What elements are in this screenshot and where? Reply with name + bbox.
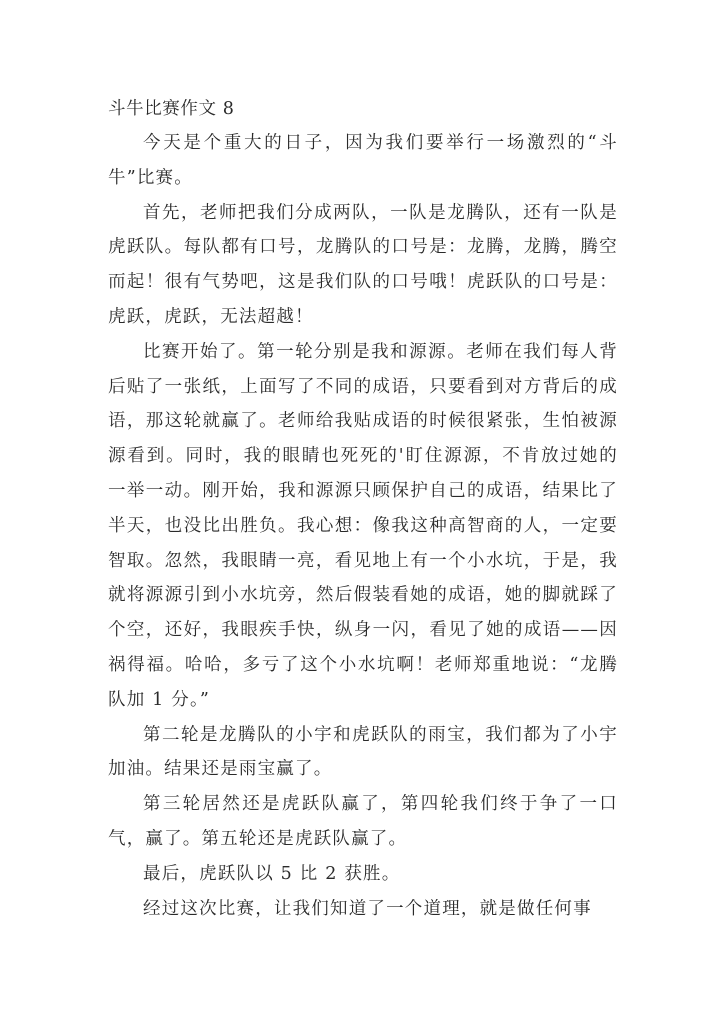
paragraph-result: 最后，虎跃队以 5 比 2 获胜。 — [143, 863, 401, 884]
paragraph-intro: 今天是个重大的日子，因为我们要举行一场激烈的“斗牛”比赛。 — [108, 133, 618, 188]
paragraph-conclusion: 经过这次比赛，让我们知道了一个道理，就是做任何事 — [143, 898, 592, 919]
paragraph-rounds-three-to-five: 第三轮居然还是虎跃队赢了，第四轮我们终于争了一口气，赢了。第五轮还是虎跃队赢了。 — [108, 794, 618, 849]
essay-body — [108, 92, 618, 926]
paragraph-round-one: 比赛开始了。第一轮分别是我和源源。老师在我们每人背后贴了一张纸，上面写了不同的成语，只要看到对方背后的成语，那这轮就赢了。老师给我贴成语的时候很紧张，生怕被源源看到。同时，我的眼睛也死死的'盯住源源，不肯放过她的一举一动。刚开始，我和源源只顾保护自己的成语，结果比了半天，也没比出胜负。我心想：像我这种高智商的人，一定要智取。忽然，我眼睛一亮，看见地上有一个小水坑，于是，我就将源源引到小水坑旁，然后假装看她的成语，她的脚就踩了个空，还好，我眼疾手快，纵身一闪，看见了她的成语——因祸得福。哈哈，多亏了这个小水坑啊！老师郑重地说：“龙腾队加 1 分。” — [108, 341, 618, 710]
paragraph-teams: 首先，老师把我们分成两队，一队是龙腾队，还有一队是虎跃队。每队都有口号，龙腾队的口号是：龙腾，龙腾，腾空而起！很有气势吧，这是我们队的口号哦！虎跃队的口号是：虎跃，虎跃，无法超越！ — [108, 202, 618, 327]
paragraph-round-two: 第二轮是龙腾队的小宇和虎跃队的雨宝，我们都为了小宇加油。结果还是雨宝赢了。 — [108, 724, 618, 780]
essay-title: 斗牛比赛作文 8 — [108, 99, 235, 119]
